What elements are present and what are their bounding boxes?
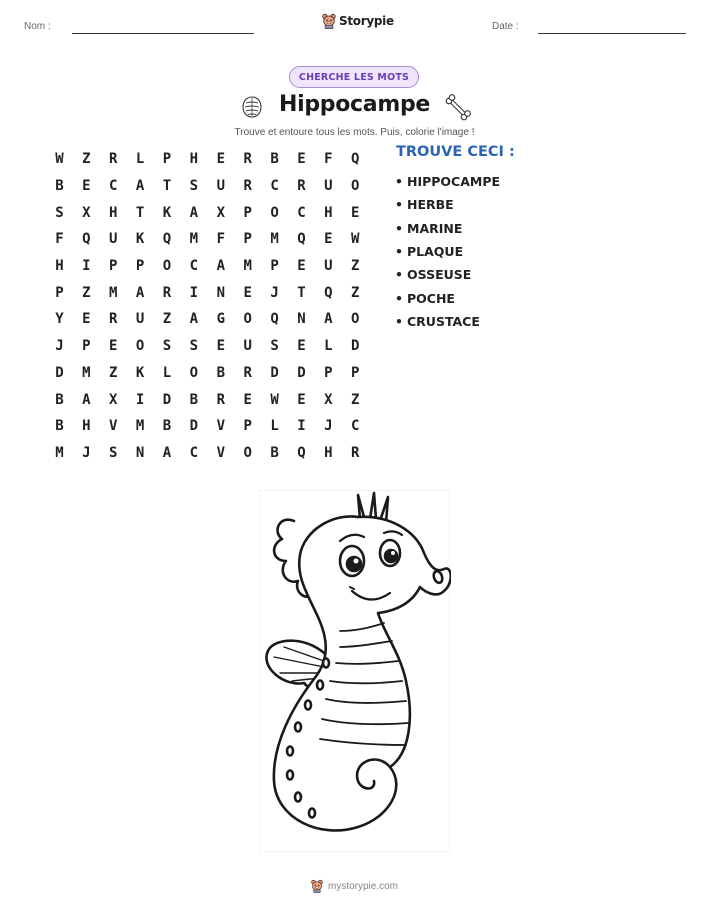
grid-letter[interactable]: R [351,444,360,461]
grid-letter[interactable]: A [82,391,91,408]
bullet: • [395,313,403,329]
grid-row [46,306,369,333]
grid-letter[interactable]: H [324,204,333,221]
grid-letter[interactable]: S [270,338,279,355]
grid-letter[interactable]: P [324,364,333,381]
grid-letter[interactable]: Z [82,151,91,168]
grid-letter[interactable]: A [324,311,333,328]
grid-letter[interactable]: L [270,418,279,435]
grid-letter[interactable]: S [189,338,199,355]
grid-letter[interactable]: F [216,231,225,248]
bullet: • [395,267,403,283]
grid-letter[interactable]: Q [162,231,172,248]
grid-letter[interactable]: Z [351,258,360,275]
grid-letter[interactable]: C [189,258,199,275]
grid-row [46,440,369,467]
grid-letter[interactable]: E [243,391,252,408]
grid-letter[interactable]: Q [82,231,91,248]
grid-letter[interactable]: E [297,151,306,168]
grid-letter[interactable]: R [109,311,118,328]
grid-letter[interactable]: X [324,391,333,408]
grid-letter[interactable]: A [135,284,145,301]
word-list [395,170,500,333]
grid-letter[interactable]: E [297,391,306,408]
instructions: Trouve et entoure tous les mots. Puis, colorie l'image ! [234,127,475,138]
grid-letter[interactable]: I [82,258,91,275]
grid-letter[interactable]: A [162,444,172,461]
grid-letter[interactable]: E [297,338,306,355]
grid-letter[interactable]: S [162,338,172,355]
grid-letter[interactable]: U [324,178,333,195]
grid-letter[interactable]: P [82,338,91,355]
grid-letter[interactable]: O [135,338,145,355]
grid-letter[interactable]: Q [324,284,333,301]
grid-letter[interactable]: S [55,204,64,221]
grid-letter[interactable]: O [189,364,199,381]
grid-letter[interactable]: P [243,231,252,248]
storypie-bear-icon [322,13,336,29]
bullet: • [395,220,403,236]
grid-row [46,413,369,440]
grid-letter[interactable]: J [82,444,91,461]
name-line [72,33,254,34]
grid-letter[interactable]: P [109,258,118,275]
grid-letter[interactable]: Q [297,231,306,248]
grid-letter[interactable]: R [162,284,172,301]
grid-letter[interactable]: R [297,178,306,195]
grid-letter[interactable]: M [243,258,252,275]
grid-letter[interactable]: Z [351,284,360,301]
find-title: TROUVE CECI : [396,144,515,160]
grid-letter[interactable]: O [162,258,172,275]
date-label: Date : [492,21,519,32]
grid-letter[interactable]: P [243,418,252,435]
seahorse-coloring-image [260,491,451,853]
grid-letter[interactable]: C [297,204,306,221]
grid-letter[interactable]: Q [270,311,279,328]
grid-letter[interactable]: A [189,204,199,221]
grid-letter[interactable]: C [351,418,360,435]
word-text: CRUSTACE [407,313,480,329]
bullet: • [395,197,403,213]
grid-letter[interactable]: I [189,284,199,301]
grid-letter[interactable]: J [55,338,64,355]
storypie-bear-icon [311,879,323,893]
grid-letter[interactable]: B [55,391,64,408]
grid-letter[interactable]: K [135,364,145,381]
grid-letter[interactable]: B [55,418,64,435]
grid-letter[interactable]: Z [162,311,172,328]
storypie-logo [322,13,394,29]
grid-letter[interactable]: U [243,338,252,355]
grid-letter[interactable]: B [270,151,279,168]
grid-letter[interactable]: U [109,231,118,248]
grid-letter[interactable]: P [243,204,252,221]
grid-letter[interactable]: B [189,391,199,408]
grid-letter[interactable]: H [55,258,64,275]
bullet: • [395,244,403,260]
grid-letter[interactable]: P [135,258,145,275]
grid-letter[interactable]: O [243,444,252,461]
grid-letter[interactable]: O [243,311,252,328]
grid-letter[interactable]: R [243,151,252,168]
grid-letter[interactable]: X [216,204,225,221]
grid-letter[interactable]: E [109,338,118,355]
grid-letter[interactable]: N [135,444,145,461]
grid-letter[interactable]: R [216,391,225,408]
grid-letter[interactable]: H [109,204,118,221]
grid-letter[interactable]: N [297,311,306,328]
grid-letter[interactable]: R [243,178,252,195]
grid-letter[interactable]: W [351,231,360,248]
grid-letter[interactable]: S [189,178,199,195]
grid-letter[interactable]: Z [82,284,91,301]
grid-letter[interactable]: C [109,178,118,195]
word-item [395,170,500,193]
word-item [395,286,500,309]
word-item [395,217,500,240]
grid-letter[interactable]: T [162,178,172,195]
grid-letter[interactable]: B [216,364,225,381]
grid-row [46,226,369,253]
grid-letter[interactable]: M [109,284,118,301]
grid-letter[interactable]: M [55,444,64,461]
grid-letter[interactable]: W [270,391,279,408]
name-label: Nom : [24,21,51,32]
grid-letter[interactable]: P [270,258,279,275]
grid-letter[interactable]: E [216,151,225,168]
grid-letter[interactable]: P [162,151,172,168]
footer-url: mystorypie.com [327,880,398,892]
grid-letter[interactable]: D [189,418,199,435]
grid-letter[interactable]: M [82,364,91,381]
grid-letter[interactable]: P [55,284,64,301]
grid-letter[interactable]: L [162,364,172,381]
grid-row [46,146,369,173]
grid-letter[interactable]: Y [55,311,64,328]
grid-row [46,199,369,226]
word-text: MARINE [407,220,463,236]
date-line [538,33,686,34]
grid-letter[interactable]: K [162,204,172,221]
bullet: • [395,290,403,306]
grid-letter[interactable]: X [82,204,91,221]
grid-letter[interactable]: D [297,364,306,381]
grid-row [46,173,369,200]
grid-letter[interactable]: C [189,444,199,461]
grid-letter[interactable]: L [135,151,145,168]
grid-letter[interactable]: D [162,391,172,408]
word-text: PLAQUE [407,244,464,260]
grid-letter[interactable]: O [351,178,360,195]
grid-letter[interactable]: R [109,151,118,168]
grid-letter[interactable]: E [324,231,333,248]
grid-letter[interactable]: Q [297,444,306,461]
grid-letter[interactable]: I [135,391,145,408]
grid-letter[interactable]: U [216,178,225,195]
grid-row [46,253,369,280]
grid-row [46,279,369,306]
word-text: POCHE [407,290,455,306]
grid-letter[interactable]: G [216,311,225,328]
grid-letter[interactable]: V [216,418,225,435]
grid-letter[interactable]: Q [351,151,360,168]
grid-letter[interactable]: J [270,284,279,301]
grid-letter[interactable]: X [109,391,118,408]
grid-letter[interactable]: H [82,418,91,435]
grid-letter[interactable]: E [82,311,91,328]
grid-letter[interactable]: D [270,364,279,381]
word-item [395,193,500,216]
grid-letter[interactable]: V [109,418,118,435]
grid-row [46,333,369,360]
grid-letter[interactable]: Z [351,391,360,408]
word-item [395,240,500,263]
grid-letter[interactable]: E [216,338,225,355]
grid-letter[interactable]: C [270,178,279,195]
grid-letter[interactable]: M [270,231,279,248]
grid-letter[interactable]: B [55,178,64,195]
grid-letter[interactable]: E [351,204,360,221]
word-text: OSSEUSE [407,267,472,283]
grid-letter[interactable]: M [189,231,199,248]
grid-letter[interactable]: L [324,338,333,355]
grid-letter[interactable]: R [243,364,252,381]
grid-letter[interactable]: N [216,284,225,301]
grid-letter[interactable]: A [216,258,225,275]
grid-letter[interactable]: E [297,258,306,275]
grid-letter[interactable]: O [270,204,279,221]
word-text: HERBE [407,197,454,213]
grid-letter[interactable]: J [324,418,333,435]
logo-text: Storypie [339,14,394,28]
grid-row [46,360,369,387]
bullet: • [395,174,403,190]
grid-letter[interactable]: E [243,284,252,301]
footer [0,879,709,893]
grid-row [46,386,369,413]
grid-letter[interactable]: B [270,444,279,461]
bone-icon [443,92,473,122]
grid-letter[interactable]: O [351,311,360,328]
grid-letter[interactable]: D [55,364,64,381]
grid-letter[interactable]: W [55,151,64,168]
grid-letter[interactable]: U [324,258,333,275]
grid-letter[interactable]: I [297,418,306,435]
grid-letter[interactable]: H [189,151,199,168]
word-item [395,310,500,333]
grid-letter[interactable]: F [55,231,64,248]
grid-letter[interactable]: E [82,178,91,195]
grid-letter[interactable]: H [324,444,333,461]
grid-letter[interactable]: D [351,338,360,355]
grid-letter[interactable]: Z [109,364,118,381]
word-search-grid [46,146,369,466]
seahorse-illustration [259,490,450,852]
grid-letter[interactable]: U [135,311,145,328]
grid-letter[interactable]: P [351,364,360,381]
grid-letter[interactable]: T [135,204,145,221]
grid-letter[interactable]: S [109,444,118,461]
grid-letter[interactable]: F [324,151,333,168]
word-text: HIPPOCAMPE [407,174,501,190]
category-badge: CHERCHE LES MOTS [289,66,419,88]
grid-letter[interactable]: A [189,311,199,328]
grid-letter[interactable]: V [216,444,225,461]
grid-letter[interactable]: M [135,418,145,435]
grid-letter[interactable]: K [135,231,145,248]
grid-letter[interactable]: A [135,178,145,195]
page-title: Hippocampe [278,92,431,117]
grid-letter[interactable]: B [162,418,172,435]
grid-letter[interactable]: T [297,284,306,301]
word-item [395,263,500,286]
